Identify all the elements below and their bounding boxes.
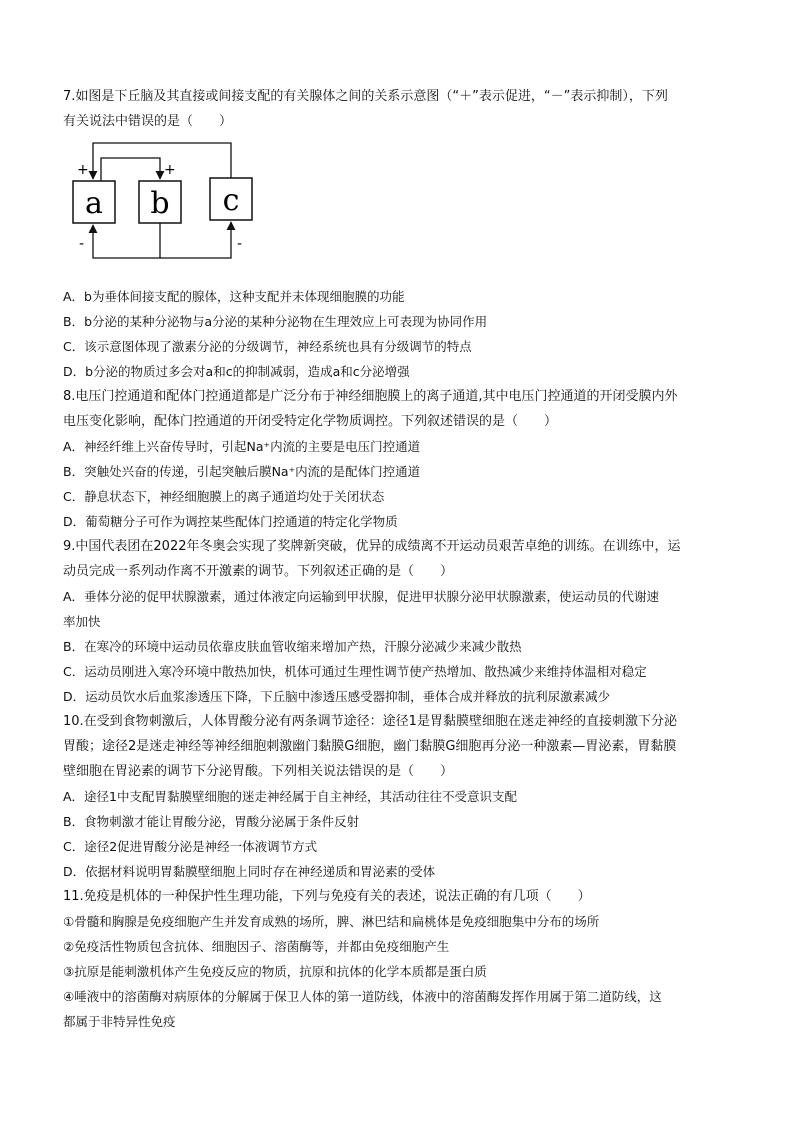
q9-option-a-cont: 率加快 [63,614,101,629]
sign-plus-a: + [77,162,89,178]
q10-option-c: C．途径2促进胃酸分泌是神经一体液调节方式 [63,839,318,854]
q7-option-d: D．b分泌的物质过多会对a和c的抑制减弱，造成a和c分泌增强 [63,364,410,379]
q7-option-a: A．b为垂体间接支配的腺体，这种支配并未体现细胞膜的功能 [63,289,405,304]
q9-option-a: A．垂体分泌的促甲状腺激素，通过体液定向运输到甲状腺，促进甲状腺分泌甲状腺激素，使运动员的代谢速 [63,589,660,604]
q10-stem-line3: 壁细胞在胃泌素的调节下分泌胃酸。下列相关说法错误的是（ ） [63,764,454,779]
q9-option-c: C．运动员刚进入寒冷环境中散热加快，机体可通过生理性调节使产热增加、散热减少来维持体温相对稳定 [63,664,647,679]
label-c: c [222,183,240,218]
q9-option-d: D．运动员饮水后血浆渗透压下降，下丘脑中渗透压感受器抑制，垂体合成并释放的抗利尿激素减少 [63,689,611,704]
q7-option-b: B．b分泌的某种分泌物与a分泌的某种分泌物在生理效应上可表现为协同作用 [63,314,488,329]
q9-option-b: B．在寒冷的环境中运动员依靠皮肤血管收缩来增加产热，汗腺分泌减少来减少散热 [63,639,522,654]
arrow-c-to-a [93,143,231,179]
arrow-a-to-b [101,158,160,181]
sign-minus-c: - [237,236,243,252]
q10-option-a: A．途径1中支配胃黏膜壁细胞的迷走神经属于自主神经，其活动往往不受意识支配 [63,789,518,804]
q11-item-4-cont: 都属于非特异性免疫 [63,1014,176,1029]
q10-stem-line2: 胃酸；途径2是迷走神经等神经细胞刺激幽门黏膜G细胞，幽门黏膜G细胞再分泌一种激素—胃泌素，胃黏膜 [63,739,677,754]
q9-stem-line2: 动员完成一系列动作离不开激素的调节。下列叙述正确的是（ ） [63,564,454,579]
q11-stem-line1: 11.免疫是机体的一种保护性生理功能，下列与免疫有关的表述，说法正确的有几项（ ） [63,889,591,904]
q7-option-c: C．该示意图体现了激素分泌的分级调节，神经系统也具有分级调节的特点 [63,339,472,354]
q8-option-b: B．突触处兴奋的传递，引起突触后膜Na⁺内流的是配体门控通道 [63,464,421,479]
arrow-b-to-a [93,223,160,258]
exam-page [63,84,735,1034]
q7-stem-line2: 有关说法中错误的是（ ） [63,114,233,129]
q11-item-3: ③抗原是能刺激机体产生免疫反应的物质，抗原和抗体的化学本质都是蛋白质 [63,964,487,979]
q9-stem-line1: 9.中国代表团在2022年冬奥会实现了奖牌新突破，优异的成绩离不开运动员艰苦卓绝的训练。在训练中，运 [63,539,681,554]
q11-item-2: ②免疫活性物质包含抗体、细胞因子、溶菌酶等，并都由免疫细胞产生 [63,939,450,954]
diagram-svg [63,138,263,278]
q7-stem-line1: 7.如图是下丘脑及其直接或间接支配的有关腺体之间的关系示意图（“＋”表示促进，“－”表示抑制），下列 [63,89,668,104]
arrow-b-to-c [160,222,231,258]
sign-plus-b: + [164,162,176,178]
q8-stem-line2: 电压变化影响，配体门控通道的开闭受特定化学物质调控。下列叙述错误的是（ ） [63,414,558,429]
q10-option-b: B．食物刺激才能让胃酸分泌，胃酸分泌属于条件反射 [63,814,360,829]
q8-option-d: D．葡萄糖分子可作为调控某些配体门控通道的特定化学物质 [63,514,398,529]
label-a: a [85,186,103,221]
q10-stem-line1: 10.在受到食物刺激后，人体胃酸分泌有两条调节途径：途径1是胃黏膜壁细胞在迷走神经的直接刺激下分泌 [63,714,677,729]
label-b: b [150,186,170,221]
q8-option-a: A．神经纤维上兴奋传导时，引起Na⁺内流的主要是电压门控通道 [63,439,421,454]
q11-item-4: ④唾液中的溶菌酶对病原体的分解属于保卫人体的第一道防线，体液中的溶菌酶发挥作用属于第二道防线，这 [63,989,662,1004]
q10-option-d: D．依据材料说明胃黏膜壁细胞上同时存在神经递质和胃泌素的受体 [63,864,436,879]
sign-minus-a: - [79,236,85,252]
hypothalamus-gland-diagram [63,138,263,278]
q8-stem-line1: 8.电压门控通道和配体门控通道都是广泛分布于神经细胞膜上的离子通道,其中电压门控通道的开闭受膜内外 [63,389,678,404]
q8-option-c: C．静息状态下，神经细胞膜上的离子通道均处于关闭状态 [63,489,385,504]
q11-item-1: ①骨髓和胸腺是免疫细胞产生并发育成熟的场所，脾、淋巴结和扁桃体是免疫细胞集中分布的场所 [63,914,600,929]
